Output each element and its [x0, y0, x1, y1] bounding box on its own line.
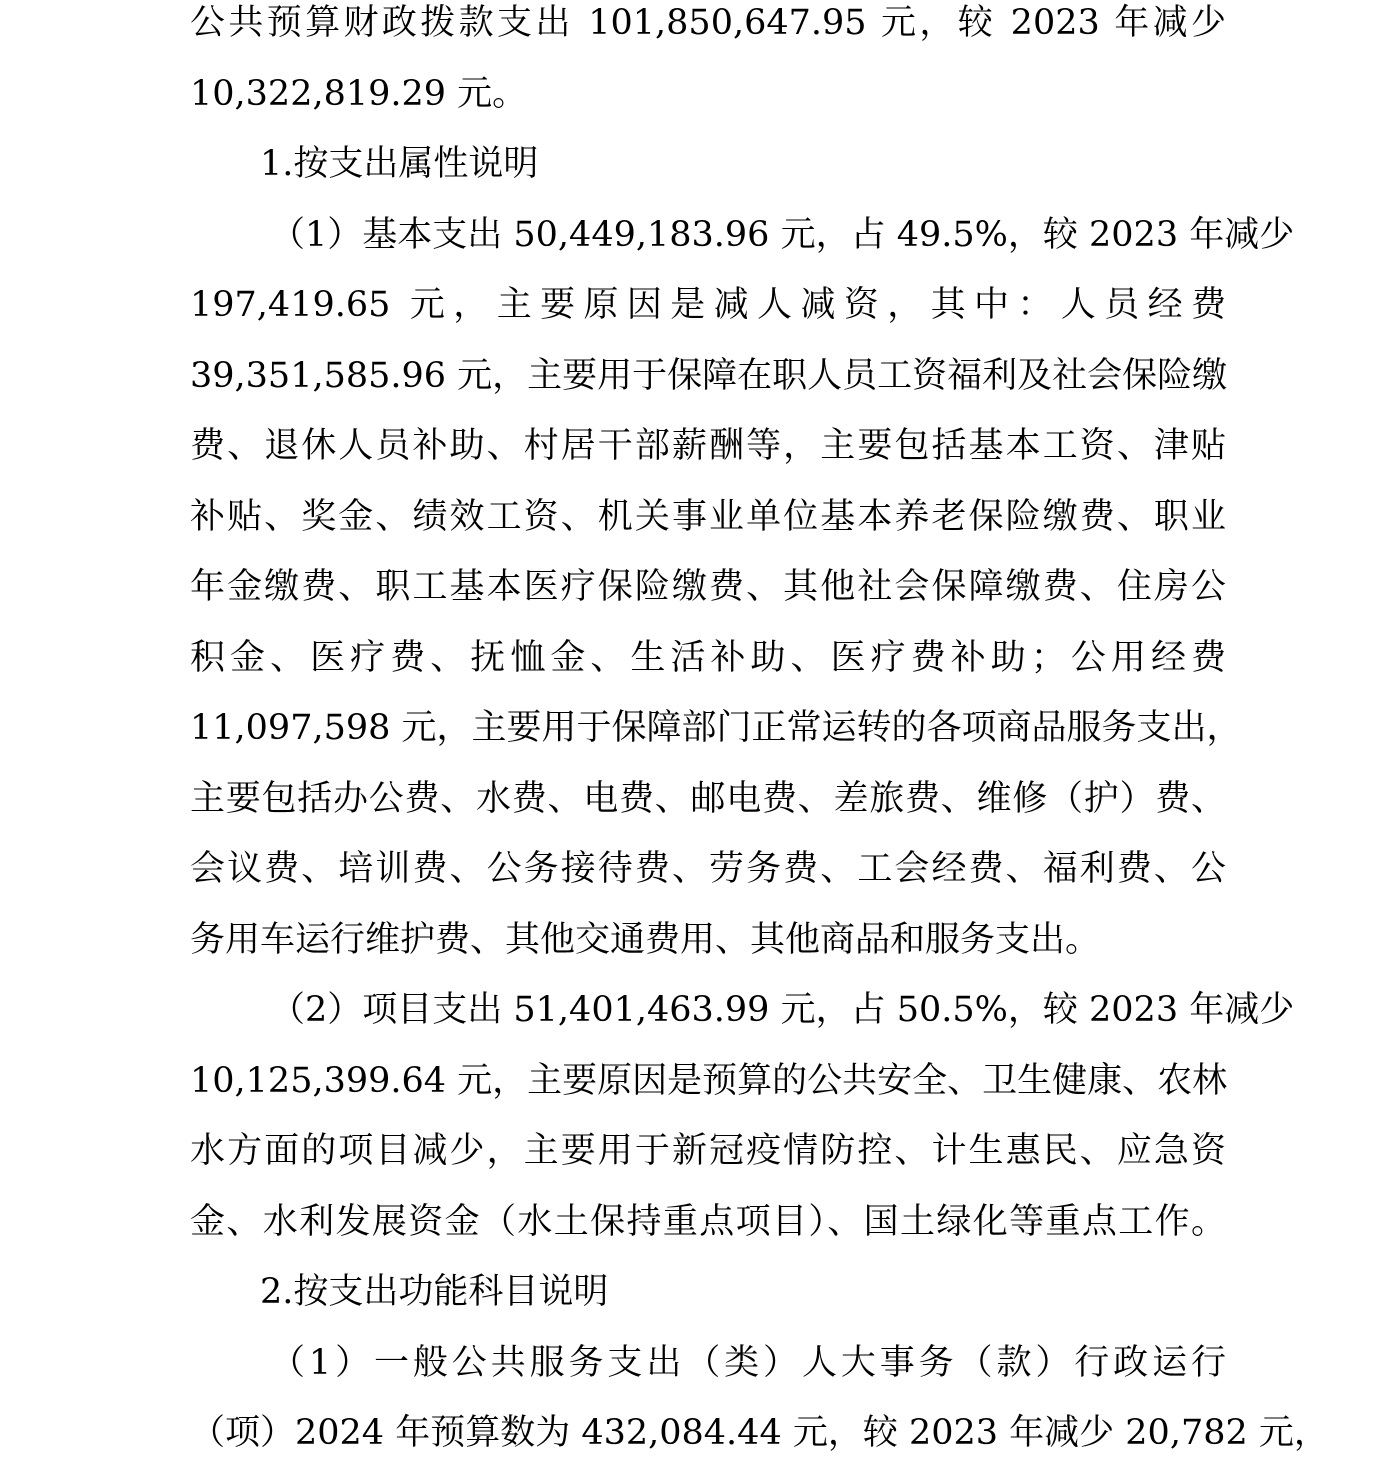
paragraph-start: （1）一般公共服务支出（类）人大事务（款）行政运行 — [270, 1342, 1226, 1383]
text-line: 补贴、奖金、绩效工资、机关事业单位基本养老保险缴费、职业 — [190, 496, 1226, 537]
text-line: 务用车运行维护费、其他交通费用、其他商品和服务支出。 — [190, 919, 1101, 960]
text-line: 主要包括办公费、水费、电费、邮电费、差旅费、维修（护）费、 — [190, 778, 1226, 819]
document-page — [190, 0, 1329, 1469]
text-line: 39,351,585.96 元，主要用于保障在职人员工资福利及社会保险缴 — [190, 355, 1228, 396]
text-line: 10,322,819.29 元。 — [190, 73, 528, 114]
text-line: 金、水利发展资金（水土保持重点项目）、国土绿化等重点工作。 — [190, 1201, 1226, 1242]
text-line: 公共预算财政拨款支出 101,850,647.95 元，较 2023 年减少 — [190, 3, 1226, 43]
text-line: 11,097,598 元，主要用于保障部门正常运转的各项商品服务支出， — [190, 708, 1242, 748]
paragraph-start: （2）项目支出 51,401,463.99 元，占 50.5%，较 2023 年减少 — [270, 990, 1295, 1030]
text-line: 水方面的项目减少，主要用于新冠疫情防控、计生惠民、应急资 — [190, 1131, 1226, 1171]
text-line: 年金缴费、职工基本医疗保险缴费、其他社会保障缴费、住房公 — [190, 567, 1226, 607]
section-heading: 2.按支出功能科目说明 — [260, 1272, 609, 1312]
text-line: （项）2024 年预算数为 432,084.44 元，较 2023 年减少 20,782 元， — [190, 1413, 1329, 1453]
text-line: 10,125,399.64 元，主要原因是预算的公共安全、卫生健康、农林 — [190, 1060, 1228, 1101]
text-line: 197,419.65 元，主要原因是减人减资，其中：人员经费 — [190, 285, 1226, 325]
paragraph-start: （1）基本支出 50,449,183.96 元，占 49.5%，较 2023 年减少 — [270, 214, 1295, 255]
text-line: 积金、医疗费、抚恤金、生活补助、医疗费补助；公用经费 — [190, 637, 1226, 678]
text-line: 会议费、培训费、公务接待费、劳务费、工会经费、福利费、公 — [190, 849, 1226, 889]
section-heading: 1.按支出属性说明 — [260, 144, 539, 184]
text-line: 费、退休人员补助、村居干部薪酬等，主要包括基本工资、津贴 — [190, 426, 1226, 466]
